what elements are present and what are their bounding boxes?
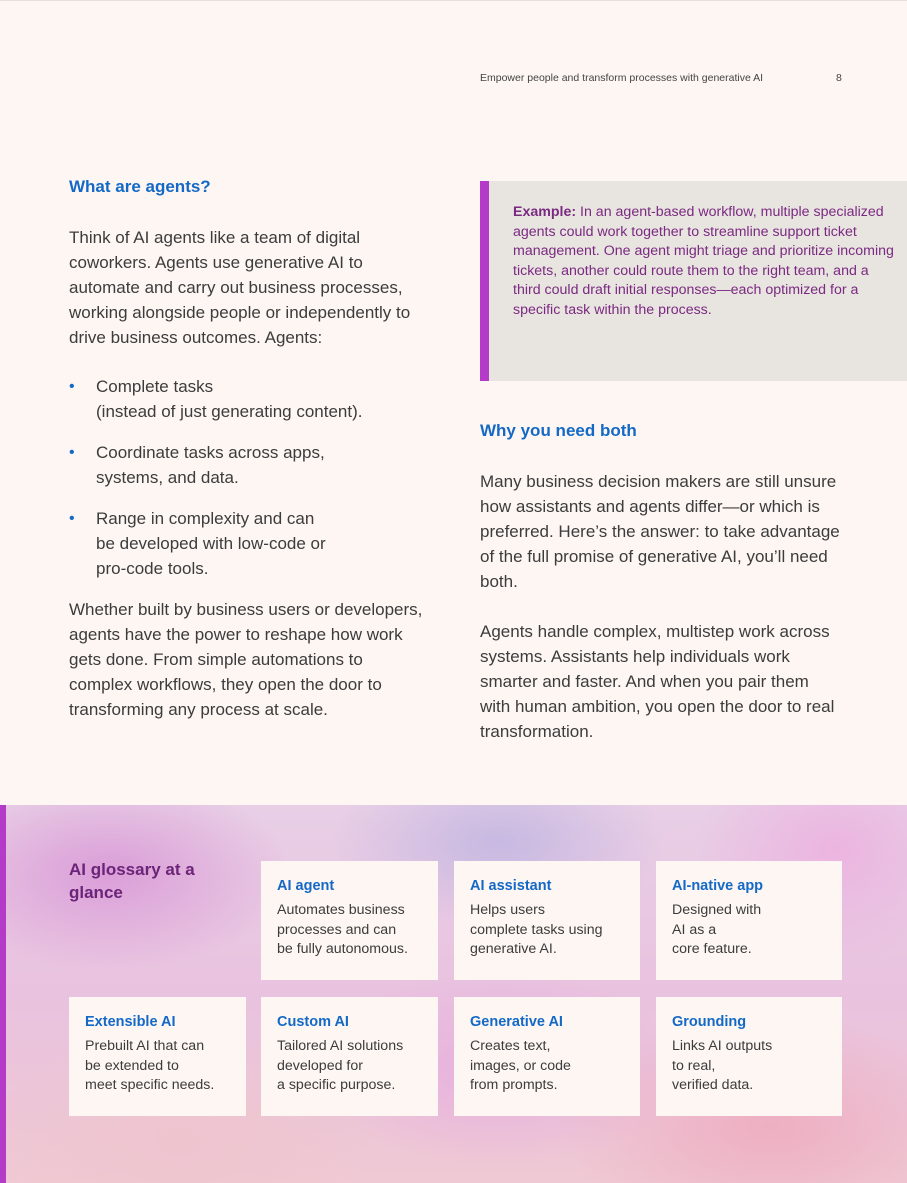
glossary-card-generative-ai — [454, 997, 640, 1116]
glossary-card-custom-ai — [261, 997, 438, 1116]
bullet-line: Coordinate tasks across apps, — [96, 443, 325, 462]
bullet-line: pro-code tools. — [96, 559, 209, 578]
bullet-icon: • — [69, 378, 75, 395]
glossary-card-ai-agent — [261, 861, 438, 980]
glossary-definition: Tailored AI solutions developed for a specific purpose. — [277, 1038, 404, 1093]
glossary-card-ai-native-app — [656, 861, 842, 980]
accent-bar — [0, 805, 6, 1183]
glossary-term: AI assistant — [470, 878, 552, 894]
agents-outro: Whether built by business users or developers, agents have the power to reshape how work gets done. From simple automations to complex workflows, they open the door to transforming any process at scale. — [69, 600, 423, 719]
why-both-heading: Why you need both — [480, 421, 637, 440]
list-item — [69, 374, 429, 424]
glossary-panel — [0, 805, 907, 1183]
list-item — [69, 506, 429, 581]
glossary-definition: Creates text, images, or code from prompts. — [470, 1038, 571, 1093]
bullet-line: Complete tasks — [96, 377, 214, 396]
bullet-line: Range in complexity and can — [96, 509, 315, 528]
glossary-card-ai-assistant — [454, 861, 640, 980]
why-both-paragraph-2: Agents handle complex, multistep work across systems. Assistants help individuals work smarter and faster. And when you pair them with human ambition, you open the door to real transformation. — [480, 622, 835, 741]
list-item — [69, 440, 429, 490]
glossary-term: Custom AI — [277, 1014, 349, 1030]
top-border — [0, 0, 907, 1]
example-text — [513, 203, 897, 320]
glossary-definition: Prebuilt AI that can be extended to meet specific needs. — [85, 1038, 215, 1093]
glossary-card-extensible-ai — [69, 997, 246, 1116]
glossary-term: AI agent — [277, 878, 335, 894]
agents-section — [69, 177, 429, 722]
agents-intro: Think of AI agents like a team of digital coworkers. Agents use generative AI to automate and carry out business processes, working alongside people or independently to drive business outcomes. Agents: — [69, 228, 411, 347]
example-callout — [480, 181, 907, 381]
agents-bullet-list — [69, 374, 429, 581]
glossary-card-grounding — [656, 997, 842, 1116]
bullet-line: systems, and data. — [96, 468, 239, 487]
why-both-paragraph-1: Many business decision makers are still unsure how assistants and agents differ—or which is preferred. Here’s the answer: to take advantage of the full promise of generative AI, you’ll need both. — [480, 472, 840, 591]
glossary-term: AI-native app — [672, 878, 764, 894]
glossary-term: Extensible AI — [85, 1014, 176, 1030]
bullet-icon: • — [69, 510, 75, 527]
glossary-definition: Automates business processes and can be fully autonomous. — [277, 902, 408, 957]
glossary-definition: Helps users complete tasks using generative AI. — [470, 902, 603, 957]
bullet-line: (instead of just generating content). — [96, 402, 363, 421]
glossary-term: Grounding — [672, 1014, 747, 1030]
example-label: Example: — [513, 204, 577, 220]
agents-heading: What are agents? — [69, 177, 211, 196]
glossary-term: Generative AI — [470, 1014, 563, 1030]
why-both-section — [480, 421, 840, 744]
running-header: Empower people and transform processes with generative AI — [480, 72, 764, 84]
example-body: In an agent-based workflow, multiple specialized agents could work together to streamline support ticket management. One agent might triage and prioritize incoming tickets, another could route them to the right team, and a third could draft initial responses—each optimized for a specific task within the process. — [513, 204, 894, 318]
bullet-line: be developed with low-code or — [96, 534, 326, 553]
glossary-definition: Designed with AI as a core feature. — [672, 902, 762, 957]
page-number: 8 — [836, 72, 842, 84]
bullet-icon: • — [69, 444, 75, 461]
glossary-definition: Links AI outputs to real, verified data. — [672, 1038, 773, 1093]
glossary-title: AI glossary at a glance — [69, 860, 195, 902]
